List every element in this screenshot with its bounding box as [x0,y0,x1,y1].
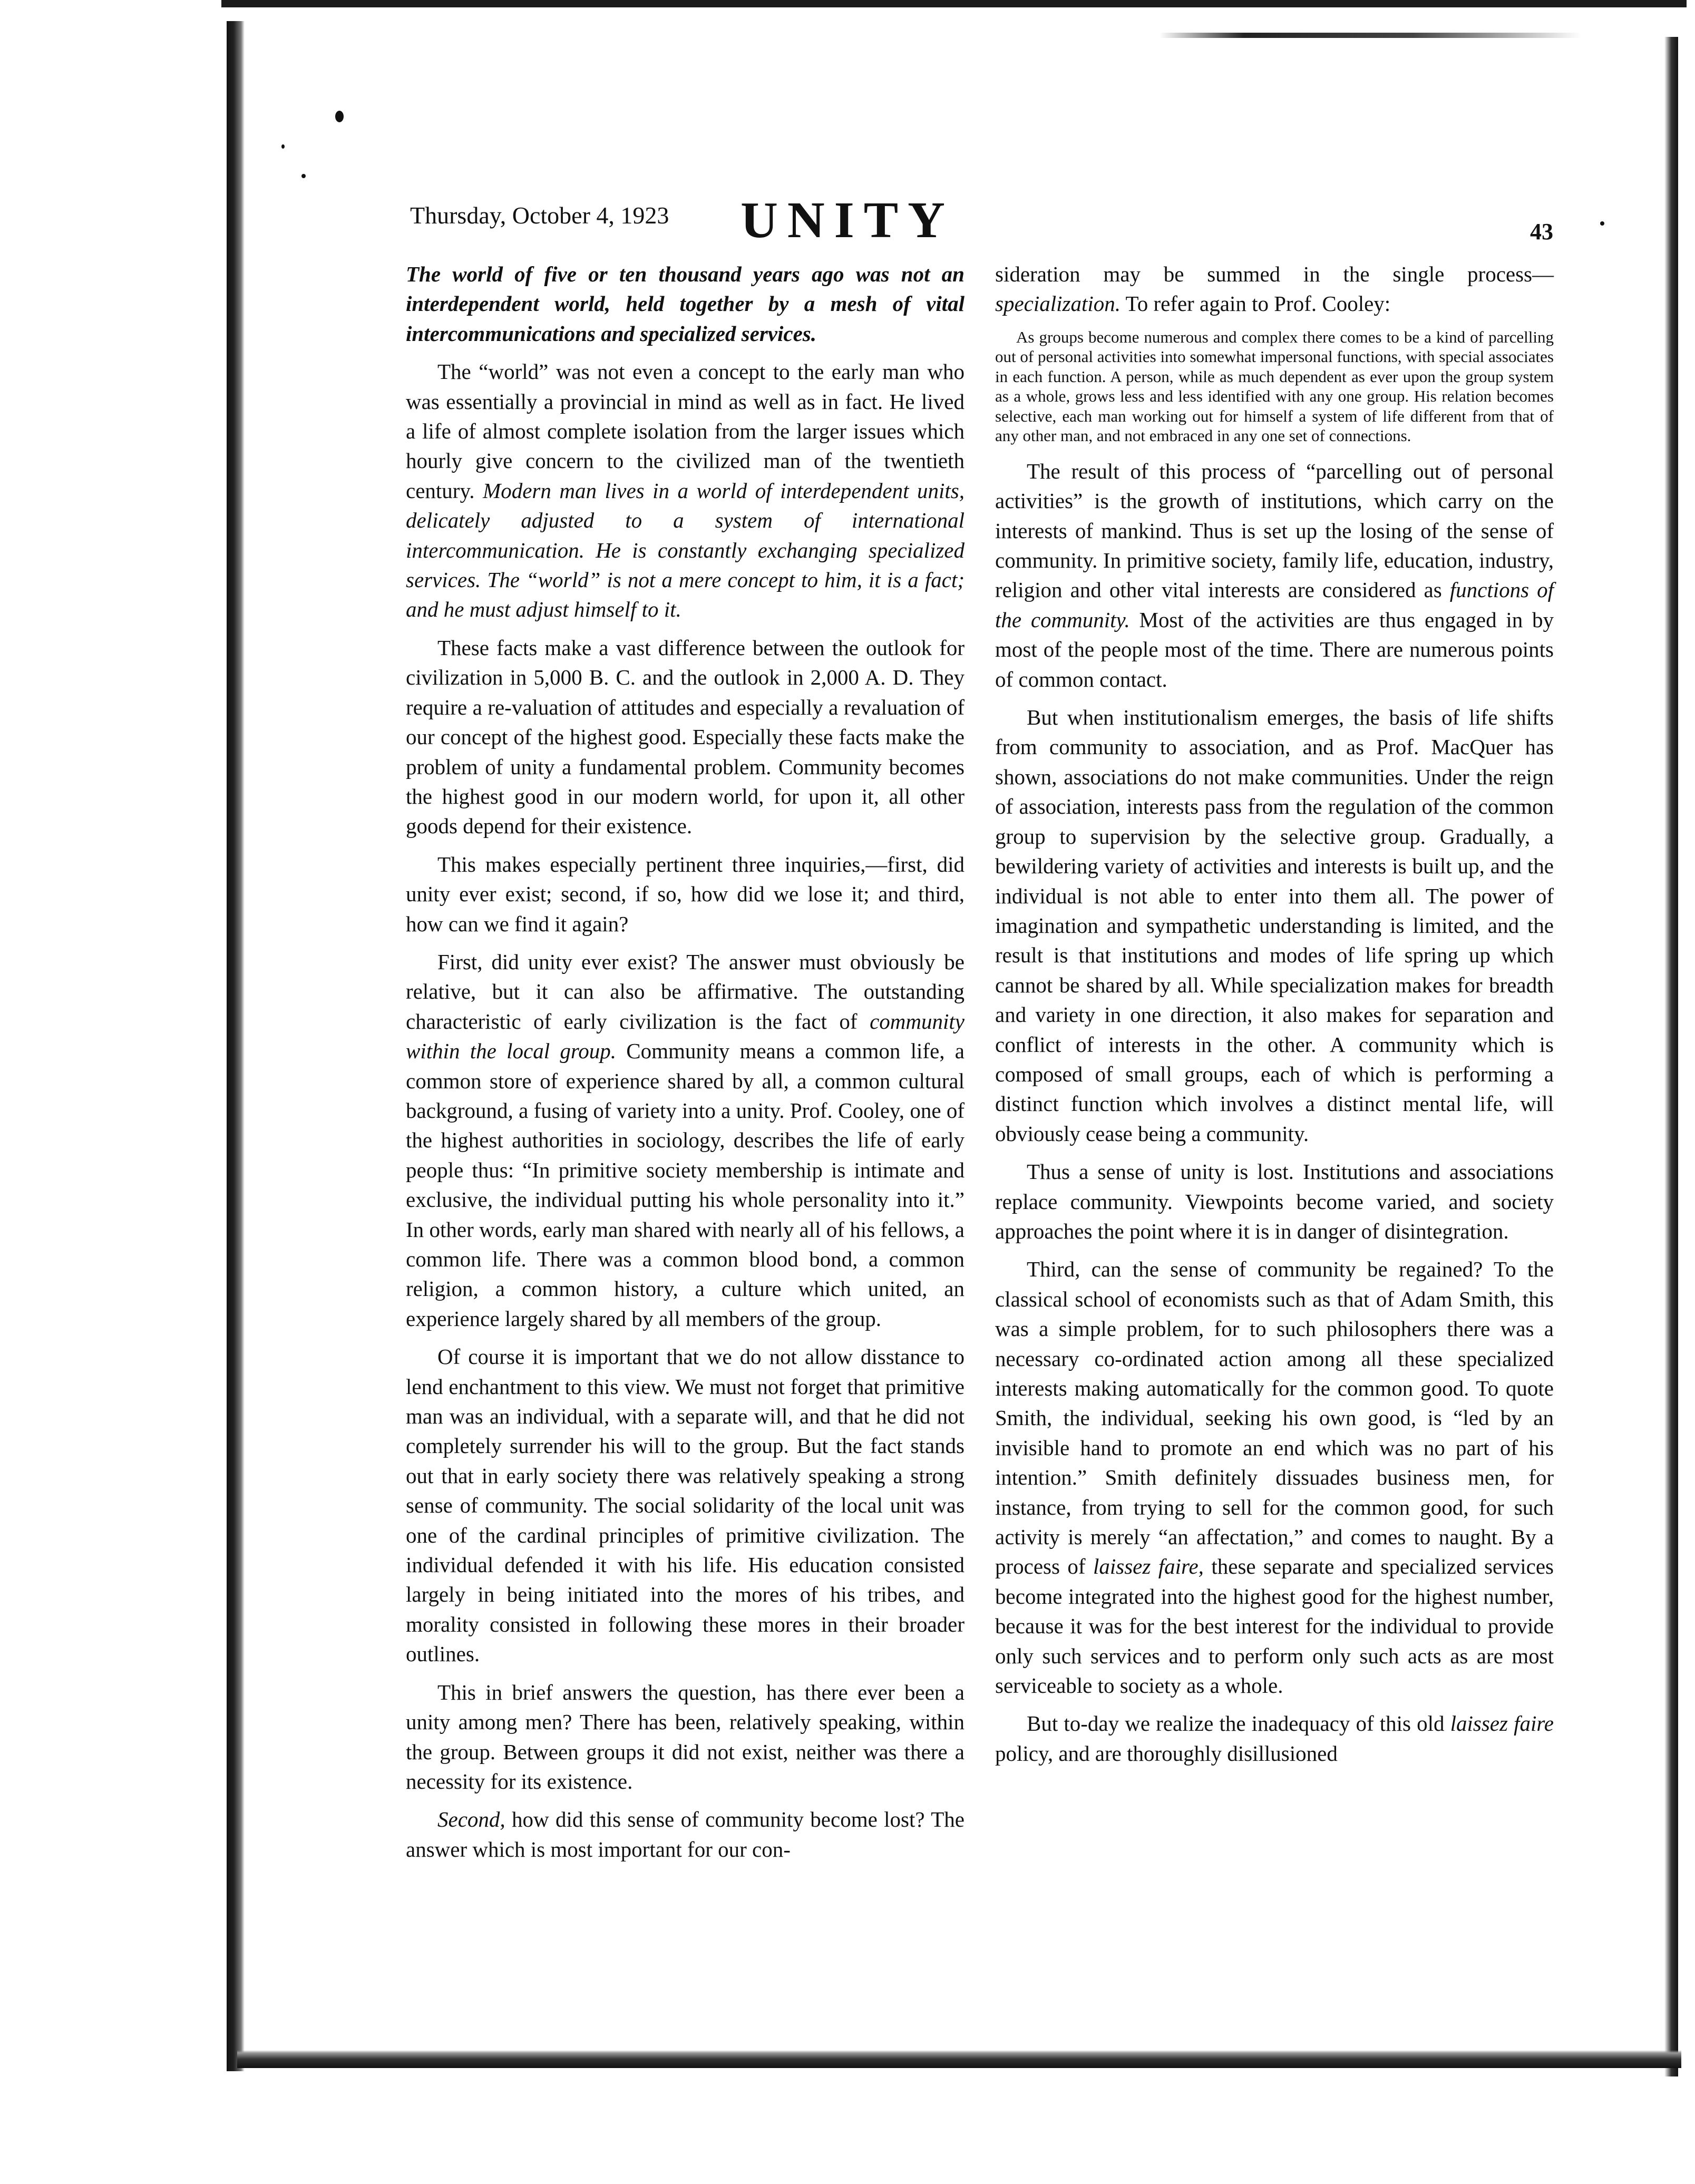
issue-date: Thursday, October 4, 1923 [410,202,669,229]
scan-top-smudge [1160,33,1581,38]
paragraph: First, did unity ever exist? The answer must obviously be relative, but it can also be affirmative. The outstanding characteristic of early civilization is the fact of community within the local group. Community means a common life, a common store of experience shared by all, a common cultural background, a fusing of variety into a unity. Prof. Cooley, one of the highest authorities in sociology, describes the life of early people thus: “In primitive society membership is intimate and exclusive, the individual putting his whole personality into it.” In other words, early man shared with nearly all of his fellows, a common life. There was a common blood bond, a common religion, a common history, a culture which united, an experience largely shared by all members of the group. [406,949,965,1331]
paragraph: Third, can the sense of community be regained? To the classical school of economists such as that of Adam Smith, this was a simple problem, for to such philosophers there was a necessary co-ordinated action among all these specialized interests making automatically for the common good. To quote Smith, the individual, seeking his own good, is “led by an invisible hand to promote an end which was no part of his intention.” Smith definitely dissuades business men, for instance, from trying to sell for the common good, for such activity is merely “an affectation,” and comes to naught. By a process of laissez faire, these separate and specialized services become integrated into the highest good for the highest number, because it was for the best interest for the individual to provide only such services and to perform only such acts as are most serviceable to society as a whole. [995,1257,1554,1698]
scan-speck [335,111,344,122]
paragraph: The result of this process of “parcelling out of personal activities” is the growth of institutions, which carry on the interests of mankind. Thus is set up the losing of the sense of community. In primitive society, family life, education, industry, religion and other vital interests are considered as functions of the community. Most of the activities are thus engaged in by most of the people most of the time. There are numerous points of common contact. [995,459,1554,691]
masthead-title: UNITY [741,192,954,249]
scan-top-edge [221,0,1687,7]
scan-speck [281,144,285,149]
paragraph: Of course it is important that we do not allow disstance to lend enchantment to this view. We must not forget that primitive man was an individual, with a separate will, and that he did not completely surrender his will to the group. But the fact stands out that in early society there was relatively speaking a strong sense of community. The social solidarity of the local unit was one of the cardinal principles of primitive civilization. The individual defended it with his life. His education consisted largely in being initiated into the mores of his tribes, and morality consisted in following these mores in their broader outlines. [406,1344,965,1666]
right-column [995,259,1554,1777]
paragraph: These facts make a vast difference between the outlook for civilization in 5,000 B. C. and the outlook in 2,000 A. D. They require a re-valuation of attitudes and especially a revaluation of our concept of the highest good. Especially these facts make the problem of unity a fundamental problem. Community becomes the highest good in our modern world, for upon it, all other goods depend for their existence. [406,635,965,838]
paragraph: Second, how did this sense of community become lost? The answer which is most important for our con- [406,1807,965,1861]
paragraph: The “world” was not even a concept to the early man who was essentially a provincial in mind as well as in fact. He lived a life of almost complete isolation from the larger issues which hourly give concern to the civilized man of the twentieth century. Modern man lives in a world of interdependent units, delicately adjusted to a system of international intercommunication. He is constantly exchanging specialized services. The “world” is not a mere concept to him, it is a fact; and he must adjust himself to it. [406,359,965,622]
cooley-quotation: As groups become numerous and complex there comes to be a kind of parcelling out of personal activities into somewhat impersonal functions, with special associates in each function. A person, while as much dependent as ever upon the group system as a whole, grows less and less identified with any one group. His relation becomes selective, each man working out for himself a system of life different from that of any other man, and not embraced in any one set of connections. [995,327,1554,445]
scan-left-edge [227,21,245,2071]
left-column [406,259,965,1873]
scan-right-edge [1664,37,1678,2076]
paragraph: But when institutionalism emerges, the basis of life shifts from community to association, and as Prof. MacQuer has shown, associations do not make communities. Under the reign of association, interests pass from the regulation of the common group to supervision by the selective group. Gradually, a bewildering variety of activities and interests is built up, and the individual is not able to enter into them all. The power of imagination and sympathetic understanding is limited, and the result is that institutions and modes of life spring up which cannot be shared by all. While specialization makes for breadth and variety in one direction, it also makes for separation and conflict of interests in the other. A community which is composed of small groups, each of which is performing a distinct function which involves a distinct mental life, will obviously cease being a community. [995,705,1554,1146]
scan-speck [301,174,306,178]
paragraph: Thus a sense of unity is lost. Institutions and associations replace community. Viewpoints become varied, and society approaches the point where it is in danger of disintegration. [995,1159,1554,1243]
scan-bottom-edge [237,2050,1681,2068]
lead-paragraph: The world of five or ten thousand years ago was not an interdependent world, held together by a mesh of vital intercommunications and specialized services. [406,262,965,346]
paragraph: sideration may be summed in the single process—specialization. To refer again to Prof. Cooley: [995,262,1554,316]
paragraph: But to-day we realize the inadequacy of this old laissez faire policy, and are thoroughly disillusioned [995,1711,1554,1766]
page-number: 43 [1530,219,1553,245]
paragraph: This in brief answers the question, has there ever been a unity among men? There has been, relatively speaking, within the group. Between groups it did not exist, neither was there a necessity for its existence. [406,1680,965,1793]
paragraph: This makes especially pertinent three inquiries,—first, did unity ever exist; second, if so, how did we lose it; and third, how can we find it again? [406,852,965,936]
